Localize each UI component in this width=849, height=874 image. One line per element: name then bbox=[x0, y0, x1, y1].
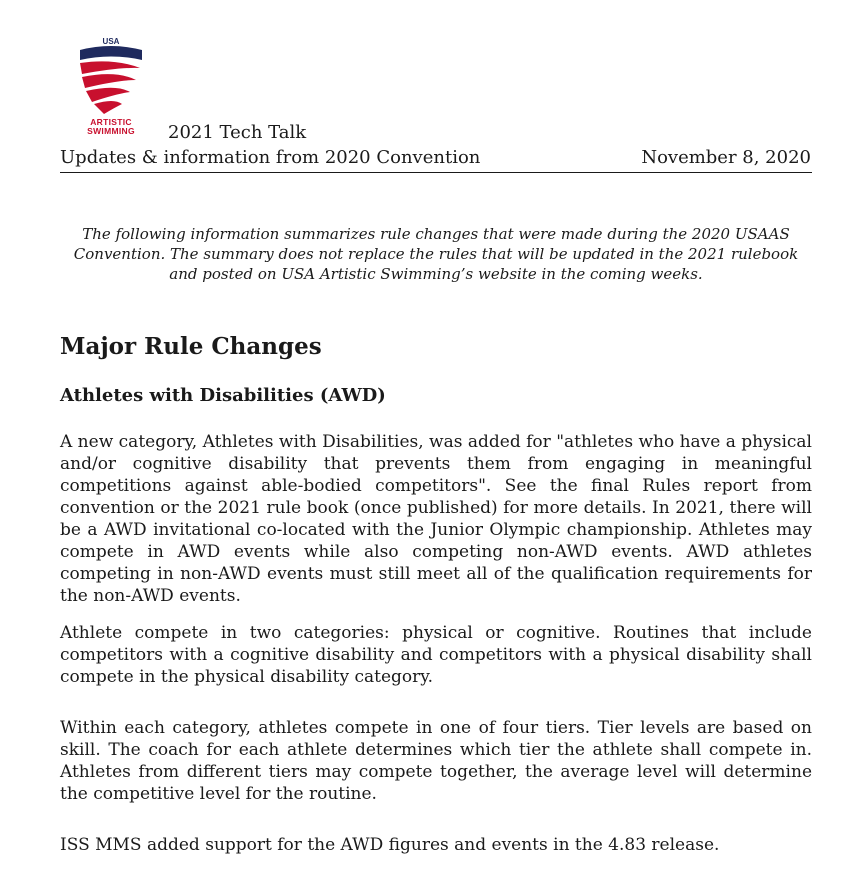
subsection-heading: Athletes with Disabilities (AWD) bbox=[60, 385, 386, 406]
paragraph: ISS MMS added support for the AWD figures and events in the 4.83 release. bbox=[60, 835, 720, 855]
paragraph: Within each category, athletes compete in one of four tiers. Tier levels are based on skill. The coach for each athlete determines which tier the athlete shall compete in. Athletes from different tiers may compete together, the average level will determine the competitive level for the routine. bbox=[60, 718, 812, 804]
paragraph: A new category, Athletes with Disabilities, was added for "athletes who have a physical and/or cognitive disability that prevents them from engaging in meaningful competitions against able-bodied competitors". See the final Rules report from convention or the 2021 rule book (once published) for more details. In 2021, there will be a AWD invitational co-located with the Junior Olympic championship. Athletes may compete in AWD events while also competing non-AWD events. AWD athletes competing in non-AWD events must still meet all of the qualification requirements for the non-AWD events. bbox=[60, 432, 812, 606]
document-title: 2021 Tech Talk bbox=[168, 122, 307, 143]
paragraph: Athlete compete in two categories: physical or cognitive. Routines that include competitors with a cognitive disability and competitors with a physical disability shall compete in the physical disability category. bbox=[60, 623, 812, 687]
header-divider bbox=[60, 172, 812, 173]
usa-artistic-swimming-logo bbox=[76, 34, 146, 134]
logo-shield-icon bbox=[76, 34, 146, 118]
logo-swimming-text: SWIMMING bbox=[87, 126, 135, 136]
document-date: November 8, 2020 bbox=[641, 147, 811, 168]
section-heading: Major Rule Changes bbox=[60, 333, 322, 360]
logo-artistic-text: ARTISTIC bbox=[90, 117, 132, 127]
summary-note: The following information summarizes rule changes that were made during the 2020 USAAS Convention. The summary does not replace the rules that will be updated in the 2021 rulebook and posted on USA Artistic Swimming’s website in the coming weeks. bbox=[73, 225, 799, 283]
logo-usa-text: USA bbox=[102, 37, 120, 46]
document-subtitle: Updates & information from 2020 Convention bbox=[60, 147, 481, 168]
